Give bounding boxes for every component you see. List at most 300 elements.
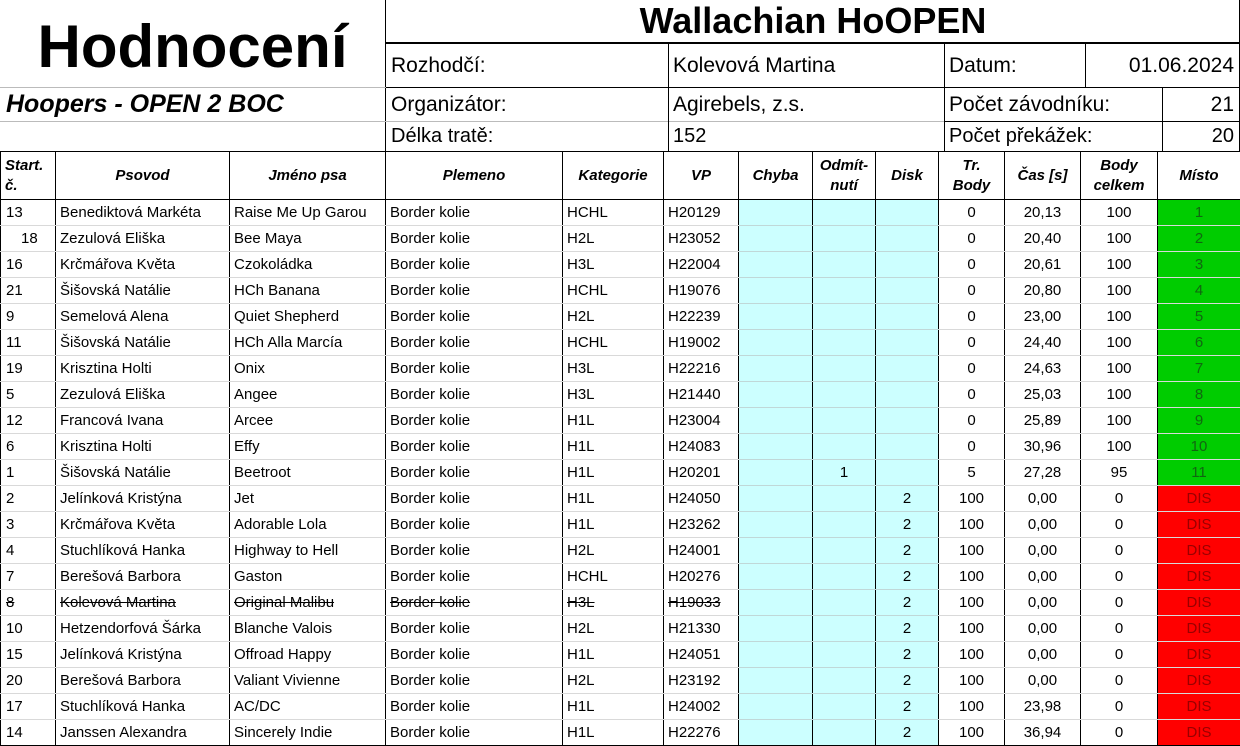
category-cell: H2L [563,668,664,694]
fault-cell [739,720,813,746]
organizer-label: Organizátor: [391,93,507,117]
refusal-cell [813,330,876,356]
disk-cell: 2 [876,694,939,720]
breed-cell: Border kolie [386,278,563,304]
time-cell: 0,00 [1005,486,1081,512]
table-row [1,252,1240,278]
r-start: 3 [1,512,56,538]
place-cell: 1 [1158,200,1240,226]
table-row [1,694,1240,720]
table-row [1,408,1240,434]
disk-cell: 2 [876,616,939,642]
fault-cell [739,330,813,356]
points-cell: 0 [1081,590,1158,616]
refusal-cell [813,564,876,590]
category-cell: H2L [563,304,664,330]
vp-cell: H19033 [664,590,739,616]
place-cell: DIS [1158,720,1240,746]
disk-cell [876,200,939,226]
category-cell: H3L [563,590,664,616]
tr-points-cell: 5 [939,460,1005,486]
refusal-cell: 1 [813,460,876,486]
disk-cell [876,460,939,486]
disk-cell: 2 [876,564,939,590]
disk-cell [876,304,939,330]
place-cell: DIS [1158,564,1240,590]
place-cell: 7 [1158,356,1240,382]
refusal-cell [813,356,876,382]
tr-points-cell: 100 [939,616,1005,642]
vp-cell: H24051 [664,642,739,668]
category-cell: HCHL [563,330,664,356]
r-start: 21 [1,278,56,304]
category-cell: H1L [563,434,664,460]
table-header-row [1,152,1240,200]
vp-cell: H24050 [664,486,739,512]
disk-cell: 2 [876,486,939,512]
dog-cell: Arcee [230,408,386,434]
table-row [1,668,1240,694]
handler-cell: Zezulová Eliška [56,382,230,408]
table-row [1,512,1240,538]
r-start: 6 [1,434,56,460]
points-cell: 100 [1081,278,1158,304]
place-cell: DIS [1158,590,1240,616]
tr-points-cell: 100 [939,642,1005,668]
fault-cell [739,642,813,668]
competitors-value: 21 [1211,93,1234,117]
column-header: Psovod [56,152,230,200]
fault-cell [739,590,813,616]
handler-cell: Berešová Barbora [56,564,230,590]
disk-cell [876,408,939,434]
refusal-cell [813,694,876,720]
points-cell: 0 [1081,720,1158,746]
time-cell: 25,89 [1005,408,1081,434]
event-title: Wallachian HoOPEN [386,0,1240,42]
handler-cell: Krisztina Holti [56,434,230,460]
r-start: 19 [1,356,56,382]
place-cell: 10 [1158,434,1240,460]
place-cell: 8 [1158,382,1240,408]
points-cell: 100 [1081,304,1158,330]
time-cell: 0,00 [1005,512,1081,538]
vp-cell: H22239 [664,304,739,330]
r-start: 15 [1,642,56,668]
dog-cell: AC/DC [230,694,386,720]
refusal-cell [813,434,876,460]
time-cell: 0,00 [1005,668,1081,694]
fault-cell [739,408,813,434]
place-cell: DIS [1158,486,1240,512]
time-cell: 20,61 [1005,252,1081,278]
category-cell: H1L [563,460,664,486]
refusal-cell [813,642,876,668]
points-cell: 100 [1081,382,1158,408]
r-start: 13 [1,200,56,226]
breed-cell: Border kolie [386,668,563,694]
judge-label: Rozhodčí: [391,54,486,78]
column-header: Místo [1158,152,1240,200]
tr-points-cell: 0 [939,278,1005,304]
place-cell: 5 [1158,304,1240,330]
fault-cell [739,564,813,590]
place-cell: DIS [1158,512,1240,538]
page-title: Hodnocení [0,0,385,88]
vp-cell: H19076 [664,278,739,304]
r-start: 20 [1,668,56,694]
handler-cell: Šišovská Natálie [56,278,230,304]
tr-points-cell: 0 [939,434,1005,460]
handler-cell: Benediktová Markéta [56,200,230,226]
tr-points-cell: 0 [939,382,1005,408]
r-start: 9 [1,304,56,330]
course-length-value: 152 [673,125,706,148]
competitors-label: Počet závodníku: [949,93,1110,117]
category-cell: H3L [563,382,664,408]
category-cell: H2L [563,538,664,564]
refusal-cell [813,200,876,226]
dog-cell: Sincerely Indie [230,720,386,746]
fault-cell [739,486,813,512]
vp-cell: H21330 [664,616,739,642]
breed-cell: Border kolie [386,642,563,668]
vp-cell: H23052 [664,226,739,252]
r-start: 12 [1,408,56,434]
r-start: 14 [1,720,56,746]
handler-cell: Jelínková Kristýna [56,642,230,668]
vp-cell: H23192 [664,668,739,694]
category-cell: H3L [563,356,664,382]
vp-cell: H24001 [664,538,739,564]
dog-cell: Blanche Valois [230,616,386,642]
place-cell: 2 [1158,226,1240,252]
place-cell: DIS [1158,642,1240,668]
handler-cell: Zezulová Eliška [56,226,230,252]
category-cell: H3L [563,252,664,278]
refusal-cell [813,668,876,694]
category-cell: HCHL [563,564,664,590]
points-cell: 100 [1081,200,1158,226]
category-cell: H2L [563,616,664,642]
column-header: Kategorie [563,152,664,200]
table-row [1,564,1240,590]
points-cell: 0 [1081,564,1158,590]
dog-cell: Onix [230,356,386,382]
r-start: 2 [1,486,56,512]
breed-cell: Border kolie [386,252,563,278]
column-header: Body celkem [1081,152,1158,200]
dog-cell: Czokoládka [230,252,386,278]
dog-cell: HCh Alla Marcía [230,330,386,356]
handler-cell: Stuchlíková Hanka [56,694,230,720]
column-header: Odmít- nutí [813,152,876,200]
dog-cell: Gaston [230,564,386,590]
table-row [1,200,1240,226]
fault-cell [739,252,813,278]
fault-cell [739,512,813,538]
column-header: Plemeno [386,152,563,200]
category-cell: H1L [563,486,664,512]
points-cell: 100 [1081,356,1158,382]
tr-points-cell: 100 [939,486,1005,512]
disk-cell [876,226,939,252]
handler-cell: Berešová Barbora [56,668,230,694]
breed-cell: Border kolie [386,200,563,226]
vp-cell: H20276 [664,564,739,590]
time-cell: 0,00 [1005,538,1081,564]
column-header: Tr. Body [939,152,1005,200]
r-start: 17 [1,694,56,720]
fault-cell [739,304,813,330]
table-row [1,642,1240,668]
place-cell: DIS [1158,538,1240,564]
vp-cell: H21440 [664,382,739,408]
date-value: 01.06.2024 [1129,54,1234,78]
refusal-cell [813,616,876,642]
fault-cell [739,434,813,460]
dog-cell: Angee [230,382,386,408]
r-start: 11 [1,330,56,356]
r-start: 10 [1,616,56,642]
category-cell: HCHL [563,278,664,304]
obstacles-value: 20 [1212,125,1234,148]
points-cell: 0 [1081,512,1158,538]
disk-cell: 2 [876,512,939,538]
fault-cell [739,694,813,720]
r-start: 16 [1,252,56,278]
r-start: 18 [1,226,56,252]
place-cell: 3 [1158,252,1240,278]
place-cell: DIS [1158,616,1240,642]
breed-cell: Border kolie [386,408,563,434]
refusal-cell [813,486,876,512]
fault-cell [739,200,813,226]
category-cell: H2L [563,226,664,252]
place-cell: 9 [1158,408,1240,434]
place-cell: 6 [1158,330,1240,356]
points-cell: 95 [1081,460,1158,486]
dog-cell: Highway to Hell [230,538,386,564]
column-header: Start. č. [1,152,56,200]
time-cell: 0,00 [1005,590,1081,616]
tr-points-cell: 0 [939,304,1005,330]
time-cell: 20,40 [1005,226,1081,252]
table-row [1,486,1240,512]
dog-cell: Jet [230,486,386,512]
breed-cell: Border kolie [386,382,563,408]
time-cell: 20,13 [1005,200,1081,226]
dog-cell: HCh Banana [230,278,386,304]
points-cell: 0 [1081,538,1158,564]
refusal-cell [813,512,876,538]
organizer-value: Agirebels, z.s. [673,93,805,117]
table-row [1,720,1240,746]
breed-cell: Border kolie [386,460,563,486]
table-row [1,382,1240,408]
breed-cell: Border kolie [386,486,563,512]
category-cell: H1L [563,408,664,434]
breed-cell: Border kolie [386,434,563,460]
disk-cell: 2 [876,668,939,694]
breed-cell: Border kolie [386,564,563,590]
time-cell: 20,80 [1005,278,1081,304]
dog-cell: Quiet Shepherd [230,304,386,330]
place-cell: 11 [1158,460,1240,486]
vp-cell: H22004 [664,252,739,278]
category-cell: H1L [563,720,664,746]
points-cell: 0 [1081,642,1158,668]
disk-cell [876,382,939,408]
r-start: 1 [1,460,56,486]
r-start: 5 [1,382,56,408]
results-table [0,151,1240,746]
table-row [1,304,1240,330]
handler-cell: Hetzendorfová Šárka [56,616,230,642]
category-cell: H1L [563,512,664,538]
fault-cell [739,356,813,382]
table-row [1,226,1240,252]
table-row [1,460,1240,486]
column-header: Čas [s] [1005,152,1081,200]
time-cell: 27,28 [1005,460,1081,486]
vp-cell: H20201 [664,460,739,486]
tr-points-cell: 100 [939,668,1005,694]
handler-cell: Jelínková Kristýna [56,486,230,512]
date-label: Datum: [949,54,1017,78]
fault-cell [739,226,813,252]
tr-points-cell: 0 [939,252,1005,278]
vp-cell: H23262 [664,512,739,538]
handler-cell: Stuchlíková Hanka [56,538,230,564]
vp-cell: H22276 [664,720,739,746]
breed-cell: Border kolie [386,226,563,252]
fault-cell [739,668,813,694]
refusal-cell [813,252,876,278]
tr-points-cell: 100 [939,538,1005,564]
time-cell: 30,96 [1005,434,1081,460]
fault-cell [739,382,813,408]
refusal-cell [813,590,876,616]
points-cell: 100 [1081,226,1158,252]
time-cell: 0,00 [1005,616,1081,642]
dog-cell: Valiant Vivienne [230,668,386,694]
r-start: 8 [1,590,56,616]
tr-points-cell: 100 [939,564,1005,590]
points-cell: 100 [1081,408,1158,434]
handler-cell: Krisztina Holti [56,356,230,382]
table-row [1,278,1240,304]
handler-cell: Šišovská Natálie [56,330,230,356]
dog-cell: Beetroot [230,460,386,486]
points-cell: 0 [1081,616,1158,642]
refusal-cell [813,720,876,746]
obstacles-label: Počet překážek: [949,125,1092,148]
disk-cell [876,252,939,278]
breed-cell: Border kolie [386,720,563,746]
breed-cell: Border kolie [386,304,563,330]
column-header: VP [664,152,739,200]
tr-points-cell: 100 [939,694,1005,720]
column-header: Jméno psa [230,152,386,200]
breed-cell: Border kolie [386,590,563,616]
table-body [1,200,1240,746]
tr-points-cell: 0 [939,356,1005,382]
table-row [1,434,1240,460]
handler-cell: Krčmářova Květa [56,512,230,538]
fault-cell [739,460,813,486]
tr-points-cell: 100 [939,590,1005,616]
breed-cell: Border kolie [386,616,563,642]
vp-cell: H24002 [664,694,739,720]
dog-cell: Bee Maya [230,226,386,252]
handler-cell: Šišovská Natálie [56,460,230,486]
breed-cell: Border kolie [386,538,563,564]
refusal-cell [813,382,876,408]
time-cell: 23,00 [1005,304,1081,330]
place-cell: 4 [1158,278,1240,304]
points-cell: 100 [1081,252,1158,278]
time-cell: 36,94 [1005,720,1081,746]
breed-cell: Border kolie [386,694,563,720]
dog-cell: Raise Me Up Garou [230,200,386,226]
class-title: Hoopers - OPEN 2 BOC [6,90,284,119]
time-cell: 25,03 [1005,382,1081,408]
table-row [1,330,1240,356]
dog-cell: Adorable Lola [230,512,386,538]
time-cell: 0,00 [1005,564,1081,590]
handler-cell: Kolevová Martina [56,590,230,616]
tr-points-cell: 100 [939,720,1005,746]
points-cell: 0 [1081,668,1158,694]
disk-cell [876,330,939,356]
tr-points-cell: 100 [939,512,1005,538]
handler-cell: Semelová Alena [56,304,230,330]
refusal-cell [813,304,876,330]
place-cell: DIS [1158,668,1240,694]
time-cell: 23,98 [1005,694,1081,720]
disk-cell: 2 [876,538,939,564]
handler-cell: Janssen Alexandra [56,720,230,746]
refusal-cell [813,538,876,564]
points-cell: 100 [1081,434,1158,460]
category-cell: H1L [563,642,664,668]
handler-cell: Krčmářova Květa [56,252,230,278]
vp-cell: H22216 [664,356,739,382]
table-row [1,590,1240,616]
table-row [1,616,1240,642]
disk-cell [876,356,939,382]
vp-cell: H20129 [664,200,739,226]
tr-points-cell: 0 [939,200,1005,226]
fault-cell [739,278,813,304]
table-row [1,356,1240,382]
place-cell: DIS [1158,694,1240,720]
dog-cell: Original Malibu [230,590,386,616]
dog-cell: Effy [230,434,386,460]
dog-cell: Offroad Happy [230,642,386,668]
time-cell: 0,00 [1005,642,1081,668]
r-start: 4 [1,538,56,564]
disk-cell [876,278,939,304]
disk-cell: 2 [876,720,939,746]
tr-points-cell: 0 [939,226,1005,252]
vp-cell: H24083 [664,434,739,460]
refusal-cell [813,278,876,304]
table-row [1,538,1240,564]
judge-value: Kolevová Martina [673,54,835,78]
column-header: Disk [876,152,939,200]
